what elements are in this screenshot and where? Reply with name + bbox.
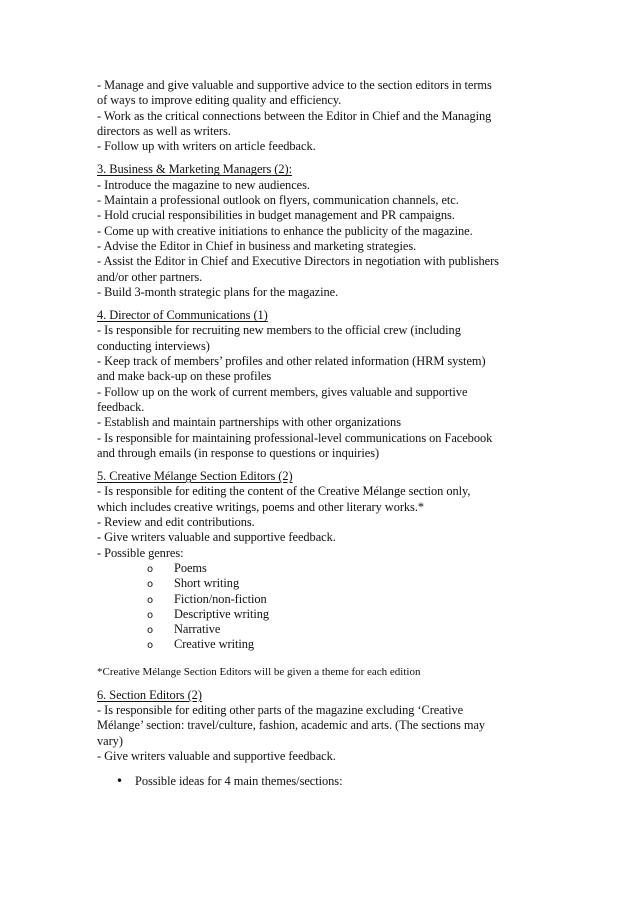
business-line: and/or other partners.: [97, 269, 203, 284]
communications-line: and through emails (in response to questions or inquiries): [97, 445, 380, 460]
genre-label: Narrative: [174, 622, 221, 637]
section-editors-heading: 6. Section Editors (2): [97, 687, 202, 702]
genre-item: [97, 592, 547, 607]
business-line: - Advise the Editor in Chief in business and marketing strategies.: [97, 238, 417, 253]
creative-footnote: *Creative Mélange Section Editors will be given a theme for each edition: [97, 665, 421, 678]
communications-section: [97, 308, 547, 461]
communications-line: - Establish and maintain partnerships with other organizations: [97, 415, 401, 430]
business-heading: 3. Business & Marketing Managers (2):: [97, 162, 292, 177]
business-section: [97, 162, 547, 300]
section-editors-section: [97, 688, 547, 790]
intro-block: [97, 78, 547, 154]
communications-heading: 4. Director of Communications (1): [97, 308, 268, 323]
communications-line: - Follow up on the work of current members, gives valuable and supportive: [97, 384, 468, 399]
creative-line: - Give writers valuable and supportive feedback.: [97, 530, 336, 545]
business-line: - Introduce the magazine to new audiences.: [97, 177, 310, 192]
business-line: - Come up with creative initiations to enhance the publicity of the magazine.: [97, 223, 473, 238]
circle-bullet-icon: o: [147, 579, 154, 591]
genre-item: [97, 561, 547, 576]
circle-bullet-icon: o: [147, 609, 154, 621]
circle-bullet-icon: o: [147, 594, 154, 606]
communications-line: feedback.: [97, 399, 145, 414]
intro-line: - Manage and give valuable and supportive advice to the section editors in terms: [97, 78, 492, 92]
genre-item: [97, 576, 547, 591]
circle-bullet-icon: o: [147, 625, 154, 637]
circle-bullet-icon: o: [147, 563, 154, 575]
creative-line: - Review and edit contributions.: [97, 515, 255, 530]
business-line: - Assist the Editor in Chief and Executive Directors in negotiation with publishers: [97, 254, 499, 269]
business-line: - Build 3-month strategic plans for the magazine.: [97, 284, 339, 299]
section-editors-line: vary): [97, 733, 123, 748]
communications-line: - Keep track of members’ profiles and other related information (HRM system): [97, 354, 486, 369]
section-editors-line: - Give writers valuable and supportive feedback.: [97, 748, 336, 763]
genre-item: [97, 637, 547, 652]
communications-line: - Is responsible for maintaining professional-level communications on Facebook: [97, 430, 493, 445]
communications-line: - Is responsible for recruiting new members to the official crew (including: [97, 323, 461, 338]
themes-bullet-label: Possible ideas for 4 main themes/sections:: [135, 774, 343, 789]
genre-item: [97, 607, 547, 622]
intro-line: of ways to improve editing quality and efficiency.: [97, 93, 342, 108]
genre-label: Fiction/non-fiction: [174, 591, 267, 606]
genre-label: Poems: [174, 560, 207, 575]
genre-list: [97, 561, 547, 653]
genre-item: [97, 622, 547, 637]
intro-line: directors as well as writers.: [97, 123, 231, 138]
themes-bullet-item: [97, 774, 547, 789]
business-line: - Maintain a professional outlook on flyers, communication channels, etc.: [97, 193, 459, 208]
creative-line: which includes creative writings, poems and other literary works.*: [97, 499, 425, 514]
creative-line: - Is responsible for editing the content of the Creative Mélange section only,: [97, 484, 471, 499]
creative-heading: 5. Creative Mélange Section Editors (2): [97, 469, 293, 484]
section-editors-line: Mélange’ section: travel/culture, fashion, academic and arts. (The sections may: [97, 718, 486, 733]
intro-line: - Follow up with writers on article feedback.: [97, 139, 316, 154]
communications-line: conducting interviews): [97, 338, 210, 353]
bullet-dot-icon: •: [116, 774, 124, 789]
genre-label: Descriptive writing: [174, 606, 270, 621]
intro-line: - Work as the critical connections between the Editor in Chief and the Managing: [97, 108, 492, 123]
communications-line: and make back-up on these profiles: [97, 369, 272, 384]
business-line: - Hold crucial responsibilities in budget management and PR campaigns.: [97, 208, 455, 223]
document-page: [97, 78, 547, 789]
circle-bullet-icon: o: [147, 640, 154, 652]
genre-label: Short writing: [174, 576, 240, 591]
section-editors-line: - Is responsible for editing other parts of the magazine excluding ‘Creative: [97, 702, 464, 717]
creative-line: - Possible genres:: [97, 545, 184, 560]
genre-label: Creative writing: [174, 637, 255, 652]
creative-section: [97, 469, 547, 680]
